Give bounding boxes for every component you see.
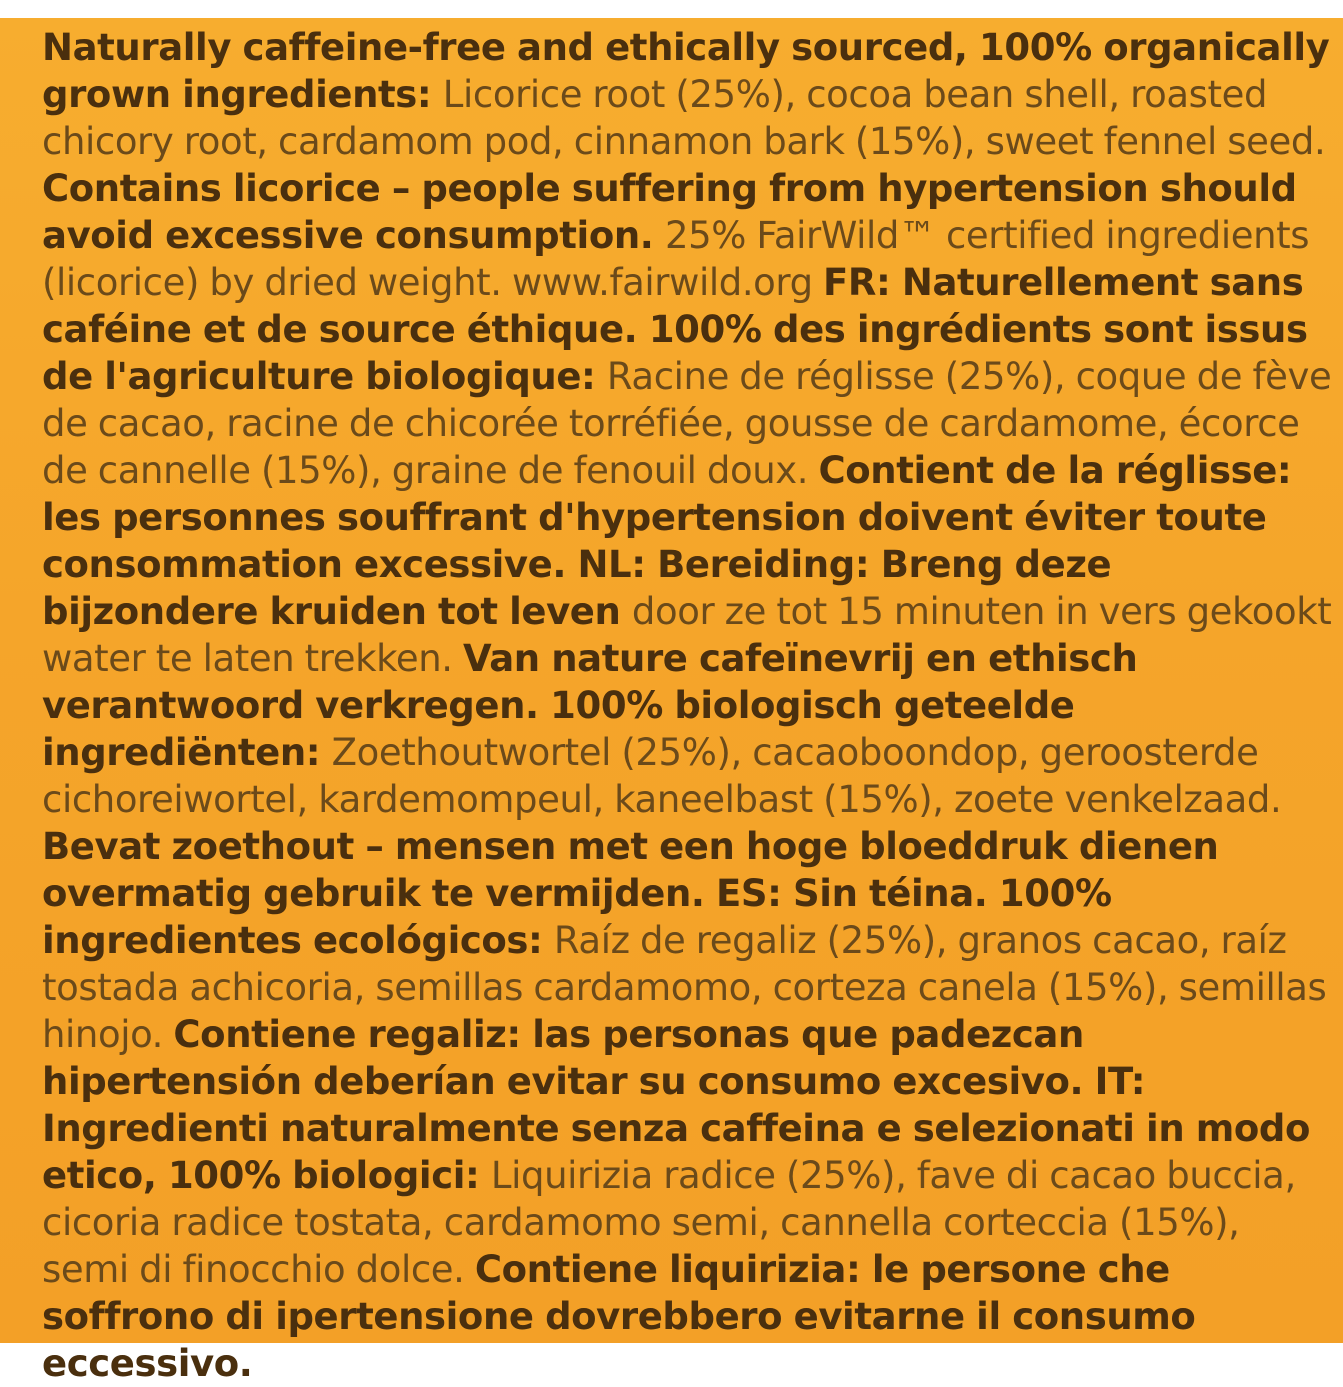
text-segment-regular: Raíz de regaliz (25%), granos cacao, raíz tostada achicoria, semillas cardamomo, corteza canela (15%), semillas hinojo. — [42, 919, 1327, 1056]
text-segment-bold: Contains licorice – people suffering from hypertension should avoid excessive consumption. — [42, 167, 1297, 257]
text-segment-bold: Contient de la réglisse: les personnes souffrant d'hypertension doivent éviter toute consommation excessive. NL: Bereiding: Breng deze bijzondere kruiden tot leven — [42, 449, 1292, 633]
text-segment-bold: Contiene regaliz: las personas que padezcan hipertensión deberían evitar su consumo excesivo. IT: Ingredienti naturalmente senza caffeina e selezionati in modo etico, 100% biologici: — [42, 1013, 1311, 1197]
text-segment-bold: FR: Naturellement sans caféine et de source éthique. 100% des ingrédients sont issus de l'agriculture biologique: — [42, 261, 1308, 398]
product-label-panel — [0, 18, 1343, 1385]
text-segment-regular: door ze tot 15 minuten in vers gekookt water te laten trekken. — [42, 590, 1332, 680]
text-segment-bold: Contiene liquirizia: le persone che soffrono di ipertensione dovrebbero evitarne il consumo eccessivo. — [42, 1248, 1196, 1385]
ingredients-text-block — [42, 24, 1332, 1387]
text-segment-regular: Licorice root (25%), cocoa bean shell, roasted chicory root, cardamom pod, cinnamon bark (15%), sweet fennel seed. — [42, 73, 1326, 163]
text-segment-regular: Zoethoutwortel (25%), cacaoboondop, geroosterde cichoreiwortel, kardemompeul, kaneelbast (15%), zoete venkelzaad. — [42, 731, 1282, 821]
text-segment-regular: Racine de réglisse (25%), coque de fève de cacao, racine de chicorée torréfiée, gousse de cardamome, écorce de cannelle (15%), graine de fenouil doux. — [42, 355, 1332, 492]
text-segment-bold: Naturally caffeine-free and ethically sourced, 100% organically grown ingredients: — [42, 26, 1330, 116]
text-segment-bold: Bevat zoethout – mensen met een hoge bloeddruk dienen overmatig gebruik te vermijden. ES: Sin téina. 100% ingredientes ecológicos: — [42, 825, 1219, 962]
text-segment-regular: Liquirizia radice (25%), fave di cacao buccia, cicoria radice tostata, cardamomo semi, cannella corteccia (15%), semi di finocchio dolce. — [42, 1154, 1296, 1291]
text-segment-bold: Van nature cafeïnevrij en ethisch verantwoord verkregen. 100% biologisch geteelde ingrediënten: — [42, 637, 1138, 774]
text-segment-regular: 25% FairWild™ certified ingredients (licorice) by dried weight. www.fairwild.org — [42, 214, 1310, 304]
